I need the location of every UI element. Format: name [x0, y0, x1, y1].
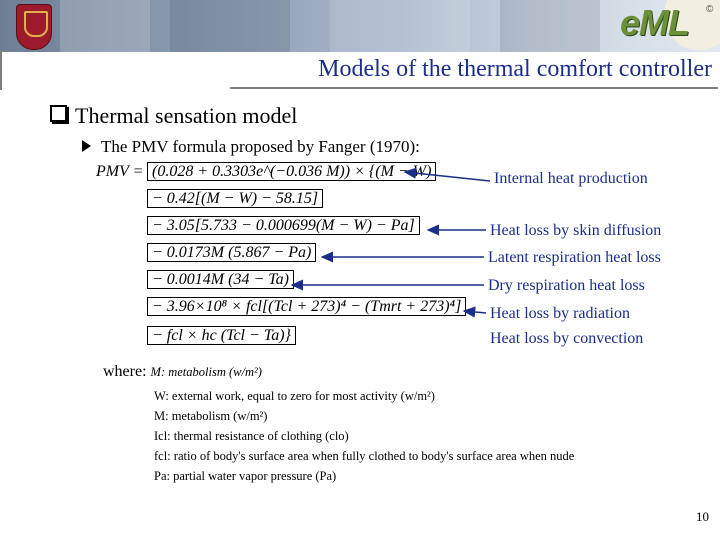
- definition-pa: Pa: partial water vapor pressure (Pa): [154, 469, 337, 483]
- header-divider-vertical: [0, 50, 2, 90]
- formula-term-2: − 0.42[(M − W) − 58.15]: [147, 190, 323, 208]
- formula-term-4: − 0.0173M (5.867 − Pa): [147, 244, 316, 262]
- arrow-radiation: [464, 311, 486, 313]
- bullet-text: Thermal sensation model: [75, 103, 298, 128]
- banner-photo-strip: [60, 0, 150, 52]
- bullet-thermal-sensation: [50, 103, 297, 129]
- eml-logo: eML: [620, 2, 689, 43]
- sub-bullet-pmv: [82, 137, 420, 157]
- annotation-internal-heat: Internal heat production: [494, 170, 648, 187]
- checkbox-bullet-icon: [50, 105, 67, 122]
- where-label: where:: [103, 363, 147, 380]
- annotation-convection: Heat loss by convection: [490, 330, 644, 347]
- definition-fcl: fcl: ratio of body's surface area when fully clothed to body's surface area when nude: [154, 449, 575, 463]
- annotation-skin-diffusion: Heat loss by skin diffusion: [490, 222, 662, 239]
- annotation-radiation: Heat loss by radiation: [490, 305, 630, 322]
- formula-term-5: − 0.0014M (34 − Ta): [147, 271, 294, 289]
- annotation-dry-respiration: Dry respiration heat loss: [488, 277, 645, 294]
- formula-term-1: (0.028 + 0.3303e^(−0.036 M)) × {(M − W): [147, 163, 436, 181]
- definition-m-first: M: metabolism (w/m²): [150, 365, 262, 379]
- formula-term-7: − fcl × hc (Tcl − Ta)}: [147, 327, 296, 345]
- banner-photo-strip: [170, 0, 290, 52]
- annotation-latent-respiration: Latent respiration heat loss: [488, 249, 661, 266]
- where-line: [103, 363, 262, 381]
- formula-term-3: − 3.05[5.733 − 0.000699(M − W) − Pa]: [147, 217, 420, 235]
- banner-photo-strip: [500, 0, 600, 52]
- page-number: 10: [696, 509, 709, 524]
- sub-bullet-text: The PMV formula proposed by Fanger (1970):: [101, 137, 420, 156]
- formula-term-6: − 3.96×10⁸ × fcl[(Tcl + 273)⁴ − (Tmrt + 273)⁴]: [147, 298, 466, 316]
- definition-m: M: metabolism (w/m²): [154, 409, 268, 423]
- arrow-bullet-icon: [82, 140, 91, 152]
- definition-icl: Icl: thermal resistance of clothing (clo): [154, 429, 349, 443]
- copyright-mark: ©: [706, 4, 714, 15]
- formula-lhs: PMV =: [96, 163, 144, 180]
- header-banner: [0, 0, 720, 52]
- banner-photo-strip: [330, 0, 470, 52]
- slide-title: Models of the thermal comfort controller: [318, 56, 712, 82]
- title-underline: [230, 87, 718, 89]
- university-crest-icon: [16, 4, 52, 50]
- definition-w: W: external work, equal to zero for most activity (w/m²): [154, 389, 435, 403]
